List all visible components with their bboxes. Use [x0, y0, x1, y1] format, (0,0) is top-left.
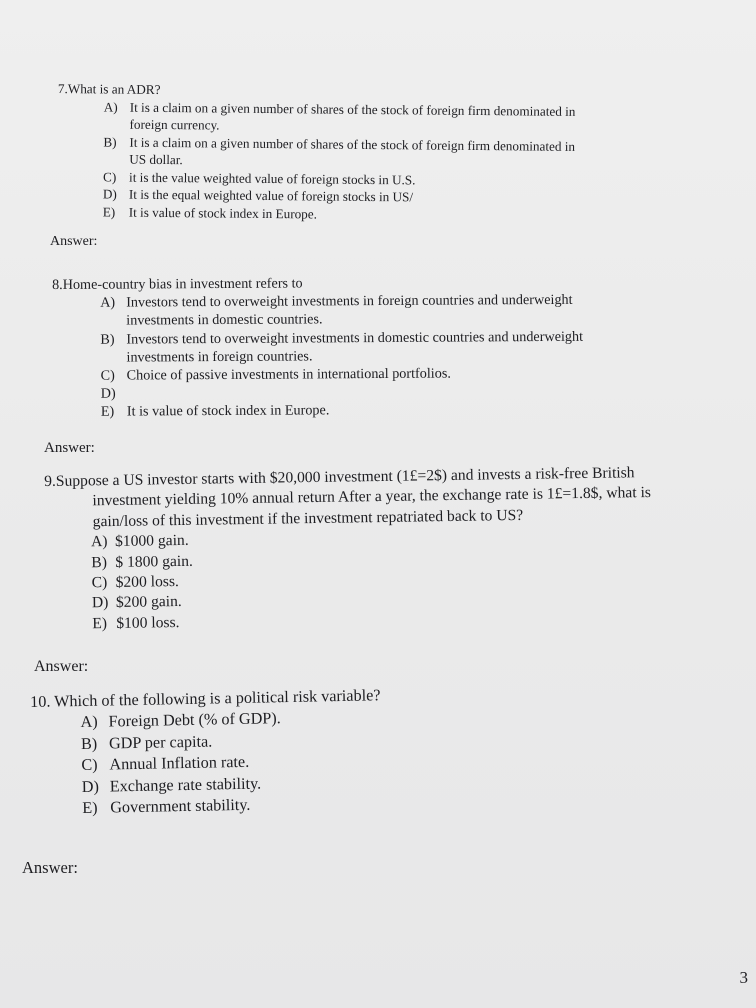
- option-text: Annual Inflation rate.: [109, 753, 250, 774]
- option-letter: A): [80, 713, 98, 732]
- option-text: Investors tend to overweight investments in domestic countries and underweight: [126, 328, 584, 348]
- option-letter: C): [103, 168, 117, 185]
- option-text-continued: foreign currency.: [129, 116, 220, 133]
- option-letter: C): [81, 755, 98, 775]
- question-9-title: 9.Suppose a US investor starts with $20,000 investment (1£=2$) and invests a risk-free British: [44, 464, 635, 490]
- option-letter: E): [92, 614, 108, 633]
- question-8-option-a: [100, 290, 666, 330]
- option-text: It is value of stock index in Europe.: [126, 402, 330, 420]
- option-text: Investors tend to overweight investments in foreign countries and underweight: [126, 292, 573, 311]
- question-7-option-b: [103, 133, 669, 173]
- option-letter: E): [100, 404, 115, 421]
- option-letter: A): [90, 533, 108, 551]
- option-letter: B): [91, 553, 108, 571]
- option-text: Foreign Debt (% of GDP).: [108, 709, 281, 731]
- option-letter: B): [80, 734, 98, 753]
- question-10: [30, 685, 383, 820]
- option-text: It is a claim on a given number of shares of the stock of foreign firm denominated in: [129, 134, 576, 154]
- page-number: 3: [739, 968, 748, 987]
- option-text-continued: investments in foreign countries.: [126, 348, 313, 366]
- option-letter: A): [100, 294, 116, 311]
- option-letter: D): [81, 777, 100, 796]
- option-text: $ 1800 gain.: [115, 552, 193, 571]
- option-letter: A): [103, 98, 118, 115]
- option-letter: E): [102, 203, 116, 220]
- question-10-option-e: [82, 792, 383, 819]
- option-text-continued: investments in domestic countries.: [126, 311, 323, 329]
- question-8-option-e: [101, 400, 667, 422]
- question-9-options: [91, 524, 694, 635]
- question-8-answer-label: Answer:: [44, 440, 95, 456]
- question-7-answer-label: Answer:: [50, 234, 98, 249]
- option-text: It is value of stock index in Europe.: [128, 204, 318, 221]
- option-text-continued: US dollar.: [129, 151, 183, 168]
- question-9-stem-line: gain/loss of this investment if the investment repatriated back to US?: [92, 506, 524, 531]
- option-text: It is the equal weighted value of foreign stocks in US/: [128, 186, 414, 205]
- option-letter: C): [91, 574, 108, 592]
- question-9-answer-label: Answer:: [34, 658, 89, 675]
- option-text: Choice of passive investments in international portfolios.: [126, 365, 451, 384]
- option-text: it is the value weighted value of foreign stocks in U.S.: [129, 169, 416, 187]
- question-8-option-b: [100, 327, 666, 367]
- option-letter: D): [102, 186, 117, 202]
- question-7-options: [103, 98, 670, 226]
- option-text: Exchange rate stability.: [109, 774, 262, 796]
- option-letter: D): [91, 594, 109, 612]
- option-text: $200 gain.: [115, 593, 182, 612]
- option-letter: B): [100, 331, 115, 348]
- option-letter: C): [100, 367, 115, 384]
- question-7-option-a: [103, 98, 669, 138]
- option-text: $1000 gain.: [114, 532, 189, 551]
- option-letter: B): [103, 133, 117, 150]
- question-7-title: 7.What is an ADR?: [57, 80, 161, 97]
- option-letter: D): [100, 385, 116, 402]
- option-text: $100 loss.: [116, 613, 180, 632]
- question-10-options: [80, 707, 382, 820]
- option-text: GDP per capita.: [108, 732, 213, 753]
- option-letter: E): [82, 798, 98, 818]
- question-10-answer-label: Answer:: [22, 858, 78, 877]
- option-text: Government stability.: [110, 795, 251, 817]
- question-9-stem-line: investment yielding 10% annual return After a year, the exchange rate is 1£=1.8$, what is: [92, 484, 652, 510]
- question-8-options: [100, 290, 667, 421]
- question-8: [52, 272, 667, 421]
- option-text: It is a claim on a given number of shares of the stock of foreign firm denominated in: [129, 99, 576, 119]
- option-text: $200 loss.: [115, 573, 180, 591]
- question-10-title: 10. Which of the following is a political risk variable?: [30, 686, 381, 711]
- question-8-title: 8.Home-country bias in investment refers to: [52, 275, 303, 293]
- question-9: [44, 462, 694, 635]
- question-7: [57, 80, 670, 226]
